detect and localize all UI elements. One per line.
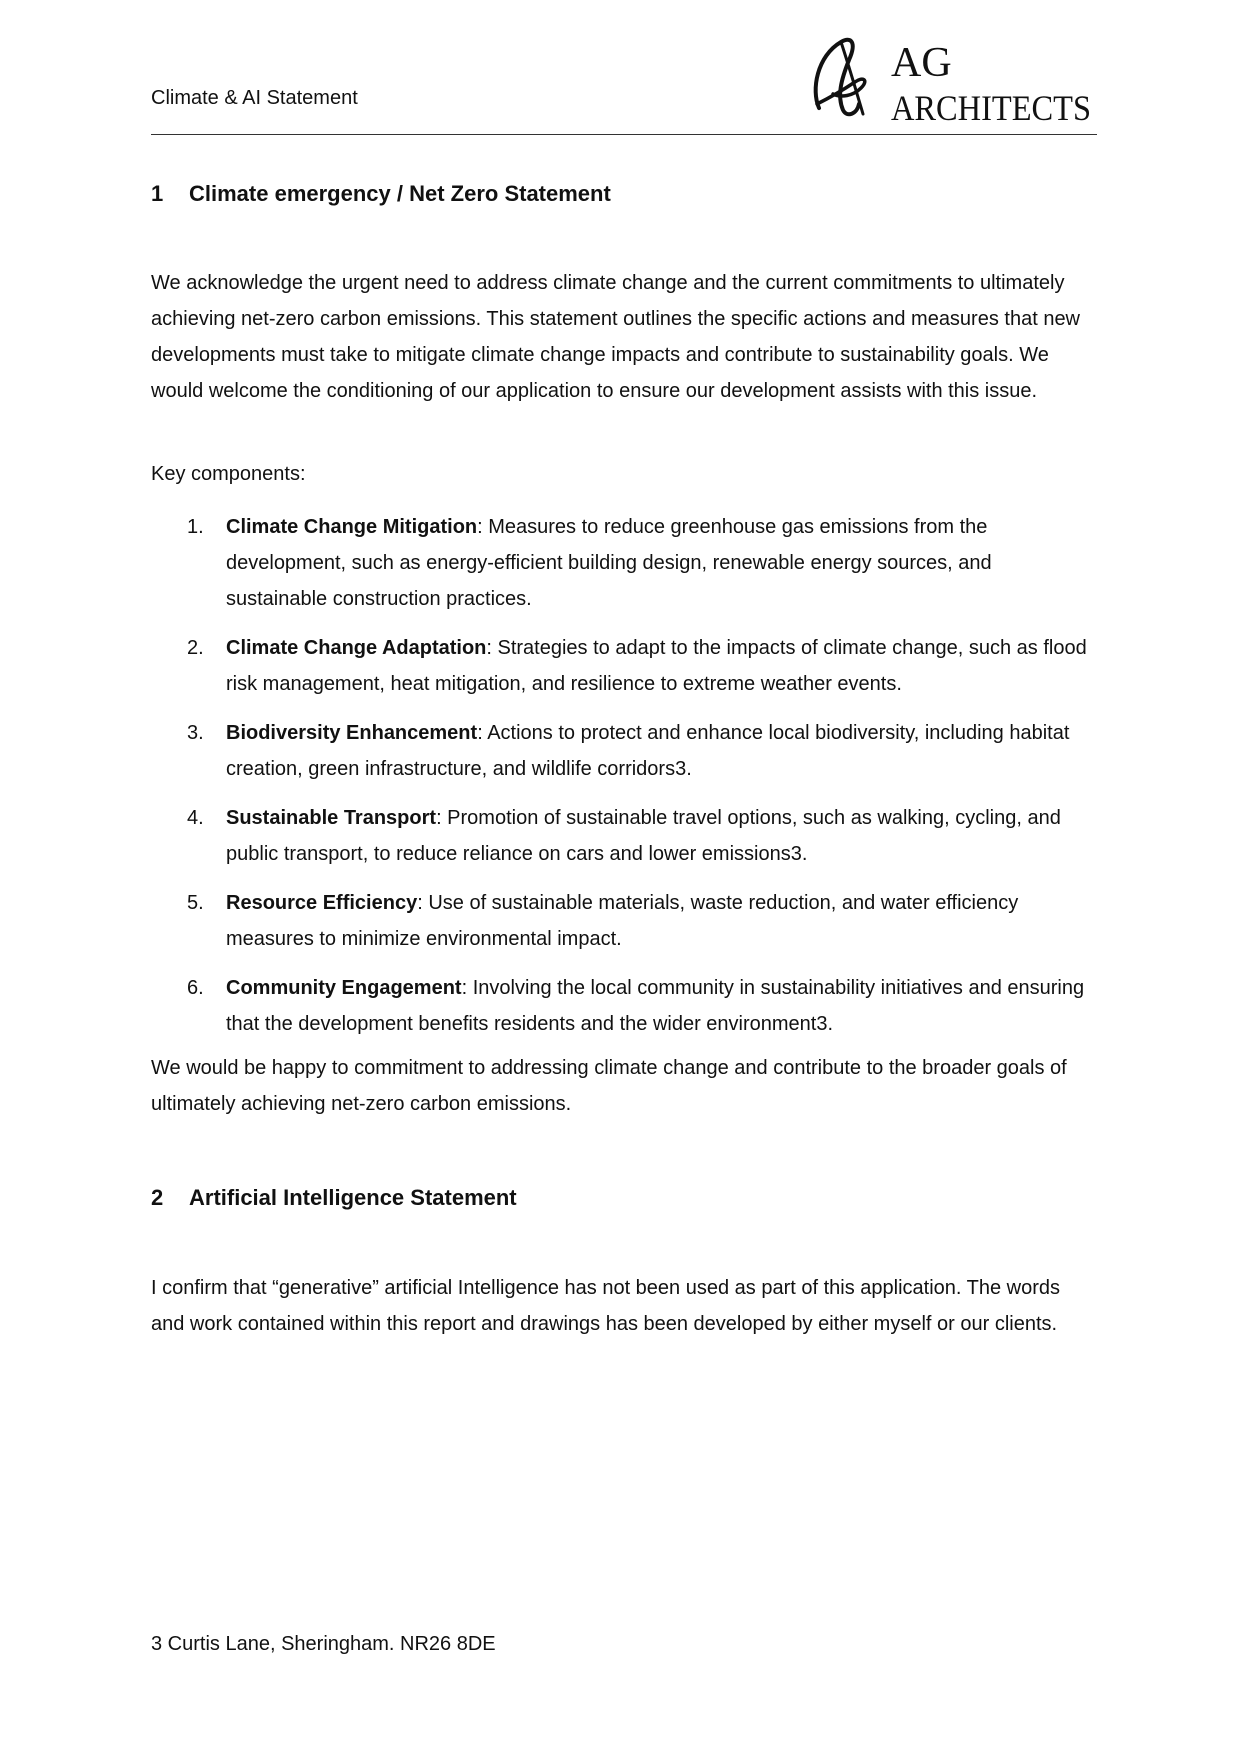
- list-item-text: : Use of sustainable materials, waste reduction, and water efficiency measures to minimize environmental impact.: [226, 892, 1019, 950]
- list-item: [151, 970, 1097, 1042]
- list-item-number: 1.: [187, 516, 204, 538]
- key-components-list: [151, 509, 1097, 1055]
- ag-architects-logo: [797, 30, 1097, 130]
- list-item-number: 5.: [187, 892, 204, 914]
- key-components-label: Key components:: [151, 463, 306, 485]
- list-item-text: : Strategies to adapt to the impacts of climate change, such as flood risk management, heat mitigation, and resilience to extreme weather events.: [226, 637, 1087, 695]
- page-header: [151, 30, 1097, 135]
- logo-mark: [797, 30, 1097, 130]
- section-1-title: Climate emergency / Net Zero Statement: [189, 181, 611, 206]
- list-item-number: 3.: [187, 722, 204, 744]
- list-item: [151, 800, 1097, 872]
- list-item: [151, 509, 1097, 617]
- list-item-term: Climate Change Mitigation: [226, 516, 478, 538]
- logo-monogram-letter: A: [843, 48, 879, 113]
- section-2-title: Artificial Intelligence Statement: [189, 1185, 517, 1210]
- section-2-number: 2: [151, 1185, 164, 1210]
- list-item-text: : Measures to reduce greenhouse gas emissions from the development, such as energy-efficient building design, renewable energy sources, and sustainable construction practices.: [226, 516, 992, 610]
- section-2-body: I confirm that “generative” artificial Intelligence has not been used as part of this application. The words and work contained within this report and drawings has been developed by either myself or our clients.: [151, 1277, 1061, 1335]
- footer-address: 3 Curtis Lane, Sheringham. NR26 8DE: [151, 1633, 496, 1655]
- list-item-number: 2.: [187, 637, 204, 659]
- list-item-term: Sustainable Transport: [226, 807, 437, 829]
- logo-line-2: ARCHITECTS: [891, 88, 1091, 128]
- list-item-number: 4.: [187, 807, 204, 829]
- section-1-closing: We would be happy to commitment to addressing climate change and contribute to the broader goals of ultimately achieving net-zero carbon emissions.: [151, 1057, 1067, 1115]
- section-2-heading: [151, 1185, 517, 1211]
- list-item-term: Biodiversity Enhancement: [226, 722, 478, 744]
- section-1-heading: [151, 181, 611, 207]
- section-1-intro: We acknowledge the urgent need to address climate change and the current commitments to ultimately achieving net-zero carbon emissions. This statement outlines the specific actions and measures that new developments must take to mitigate climate change impacts and contribute to sustainability goals. We would welcome the conditioning of our application to ensure our development assists with this issue.: [151, 272, 1081, 402]
- list-item: [151, 885, 1097, 957]
- list-item-text: : Actions to protect and enhance local biodiversity, including habitat creation, green infrastructure, and wildlife corridors3.: [226, 722, 1070, 780]
- logo-monogram: [816, 40, 879, 115]
- list-item-text: : Involving the local community in sustainability initiatives and ensuring that the development benefits residents and the wider environment3.: [226, 977, 1085, 1035]
- list-item-term: Resource Efficiency: [226, 892, 418, 914]
- list-item: [151, 715, 1097, 787]
- list-item-term: Climate Change Adaptation: [226, 637, 487, 659]
- list-item-number: 6.: [187, 977, 204, 999]
- list-item-text: : Promotion of sustainable travel options, such as walking, cycling, and public transport, to reduce reliance on cars and lower emissions3.: [226, 807, 1061, 865]
- document-title: Climate & AI Statement: [151, 87, 358, 109]
- list-item: [151, 630, 1097, 702]
- list-item-term: Community Engagement: [226, 977, 462, 999]
- section-1-number: 1: [151, 181, 164, 206]
- logo-line-1: AG: [891, 40, 952, 86]
